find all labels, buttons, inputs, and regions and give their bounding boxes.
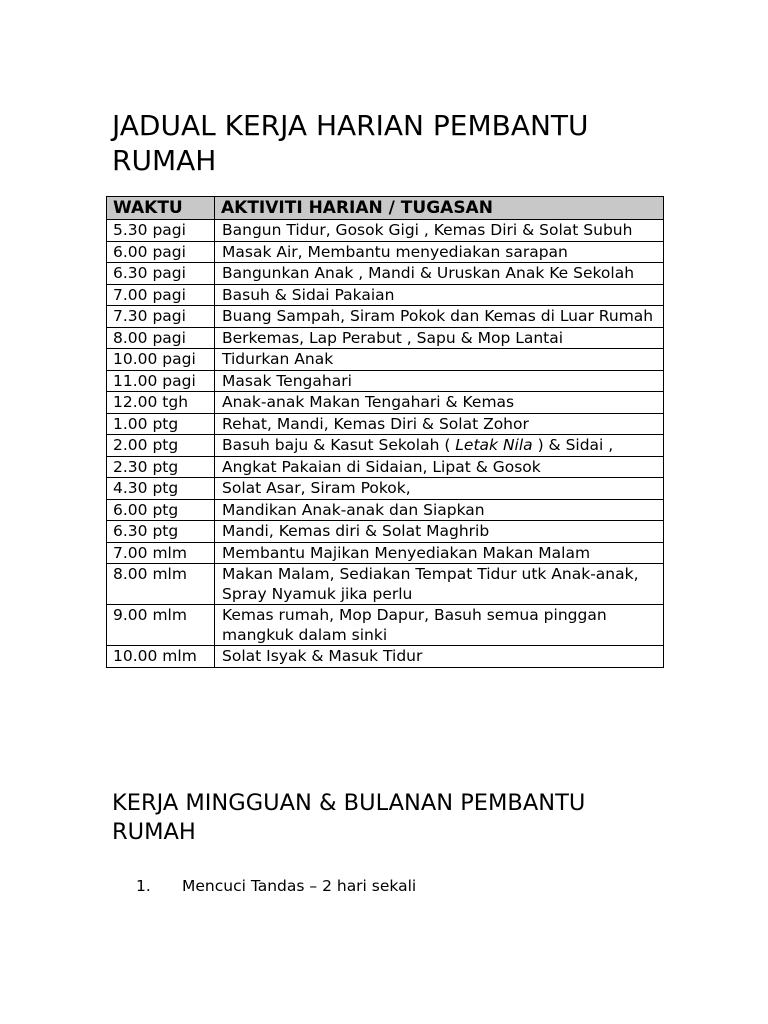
task-cell: Rehat, Mandi, Kemas Diri & Solat Zohor <box>215 413 664 435</box>
table-row <box>107 392 664 414</box>
time-cell: 4.30 ptg <box>107 478 215 500</box>
table-row <box>107 435 664 457</box>
time-cell: 11.00 pagi <box>107 370 215 392</box>
list-item-number: 1. <box>136 877 151 895</box>
time-cell: 8.00 mlm <box>107 564 215 605</box>
time-cell: 6.00 pagi <box>107 241 215 263</box>
task-cell: Bangunkan Anak , Mandi & Uruskan Anak Ke Sekolah <box>215 263 664 285</box>
table-row <box>107 456 664 478</box>
task-text-after: ) & Sidai , <box>532 436 614 454</box>
time-cell: 7.00 mlm <box>107 542 215 564</box>
task-cell: Kemas rumah, Mop Dapur, Basuh semua pinggan mangkuk dalam sinki <box>215 605 664 646</box>
task-cell: Mandi, Kemas diri & Solat Maghrib <box>215 521 664 543</box>
time-cell: 10.00 pagi <box>107 349 215 371</box>
table-row <box>107 478 664 500</box>
table-row <box>107 306 664 328</box>
table-row <box>107 413 664 435</box>
table-row <box>107 370 664 392</box>
time-cell: 12.00 tgh <box>107 392 215 414</box>
table-row <box>107 349 664 371</box>
task-cell: Basuh & Sidai Pakaian <box>215 284 664 306</box>
section-title: KERJA MINGGUAN & BULANAN PEMBANTU RUMAH <box>112 790 586 845</box>
table-row <box>107 263 664 285</box>
table-row <box>107 241 664 263</box>
time-cell: 7.00 pagi <box>107 284 215 306</box>
schedule-table <box>106 196 664 668</box>
task-cell: Makan Malam, Sediakan Tempat Tidur utk Anak-anak, Spray Nyamuk jika perlu <box>215 564 664 605</box>
task-text-italic: Letak Nila <box>455 436 533 454</box>
task-cell: Membantu Majikan Menyediakan Makan Malam <box>215 542 664 564</box>
page-title: JADUAL KERJA HARIAN PEMBANTU RUMAH <box>112 109 589 177</box>
table-row <box>107 499 664 521</box>
task-cell: Berkemas, Lap Perabut , Sapu & Mop Lantai <box>215 327 664 349</box>
header-task: AKTIVITI HARIAN / TUGASAN <box>215 197 664 220</box>
time-cell: 6.30 ptg <box>107 521 215 543</box>
task-cell: Mandikan Anak-anak dan Siapkan <box>215 499 664 521</box>
task-cell: Angkat Pakaian di Sidaian, Lipat & Gosok <box>215 456 664 478</box>
table-row <box>107 542 664 564</box>
table-row <box>107 521 664 543</box>
time-cell: 1.00 ptg <box>107 413 215 435</box>
task-cell: Masak Tengahari <box>215 370 664 392</box>
time-cell: 2.30 ptg <box>107 456 215 478</box>
table-header-row <box>107 197 664 220</box>
task-cell: Tidurkan Anak <box>215 349 664 371</box>
task-cell: Masak Air, Membantu menyediakan sarapan <box>215 241 664 263</box>
time-cell: 8.00 pagi <box>107 327 215 349</box>
task-cell <box>215 435 664 457</box>
time-cell: 7.30 pagi <box>107 306 215 328</box>
time-cell: 6.00 ptg <box>107 499 215 521</box>
time-cell: 10.00 mlm <box>107 646 215 668</box>
time-cell: 6.30 pagi <box>107 263 215 285</box>
header-time: WAKTU <box>107 197 215 220</box>
list-item-text: Mencuci Tandas – 2 hari sekali <box>182 877 417 895</box>
task-cell: Solat Isyak & Masuk Tidur <box>215 646 664 668</box>
task-cell: Bangun Tidur, Gosok Gigi , Kemas Diri & Solat Subuh <box>215 220 664 242</box>
time-cell: 5.30 pagi <box>107 220 215 242</box>
weekly-task-list <box>136 876 416 896</box>
table-row <box>107 646 664 668</box>
table-row <box>107 327 664 349</box>
list-item <box>136 876 416 896</box>
time-cell: 9.00 mlm <box>107 605 215 646</box>
task-cell: Anak-anak Makan Tengahari & Kemas <box>215 392 664 414</box>
table-row <box>107 284 664 306</box>
time-cell: 2.00 ptg <box>107 435 215 457</box>
table-row <box>107 220 664 242</box>
table-row <box>107 564 664 605</box>
task-text-before: Basuh baju & Kasut Sekolah ( <box>222 436 456 454</box>
table-row <box>107 605 664 646</box>
task-cell: Buang Sampah, Siram Pokok dan Kemas di Luar Rumah <box>215 306 664 328</box>
task-cell: Solat Asar, Siram Pokok, <box>215 478 664 500</box>
